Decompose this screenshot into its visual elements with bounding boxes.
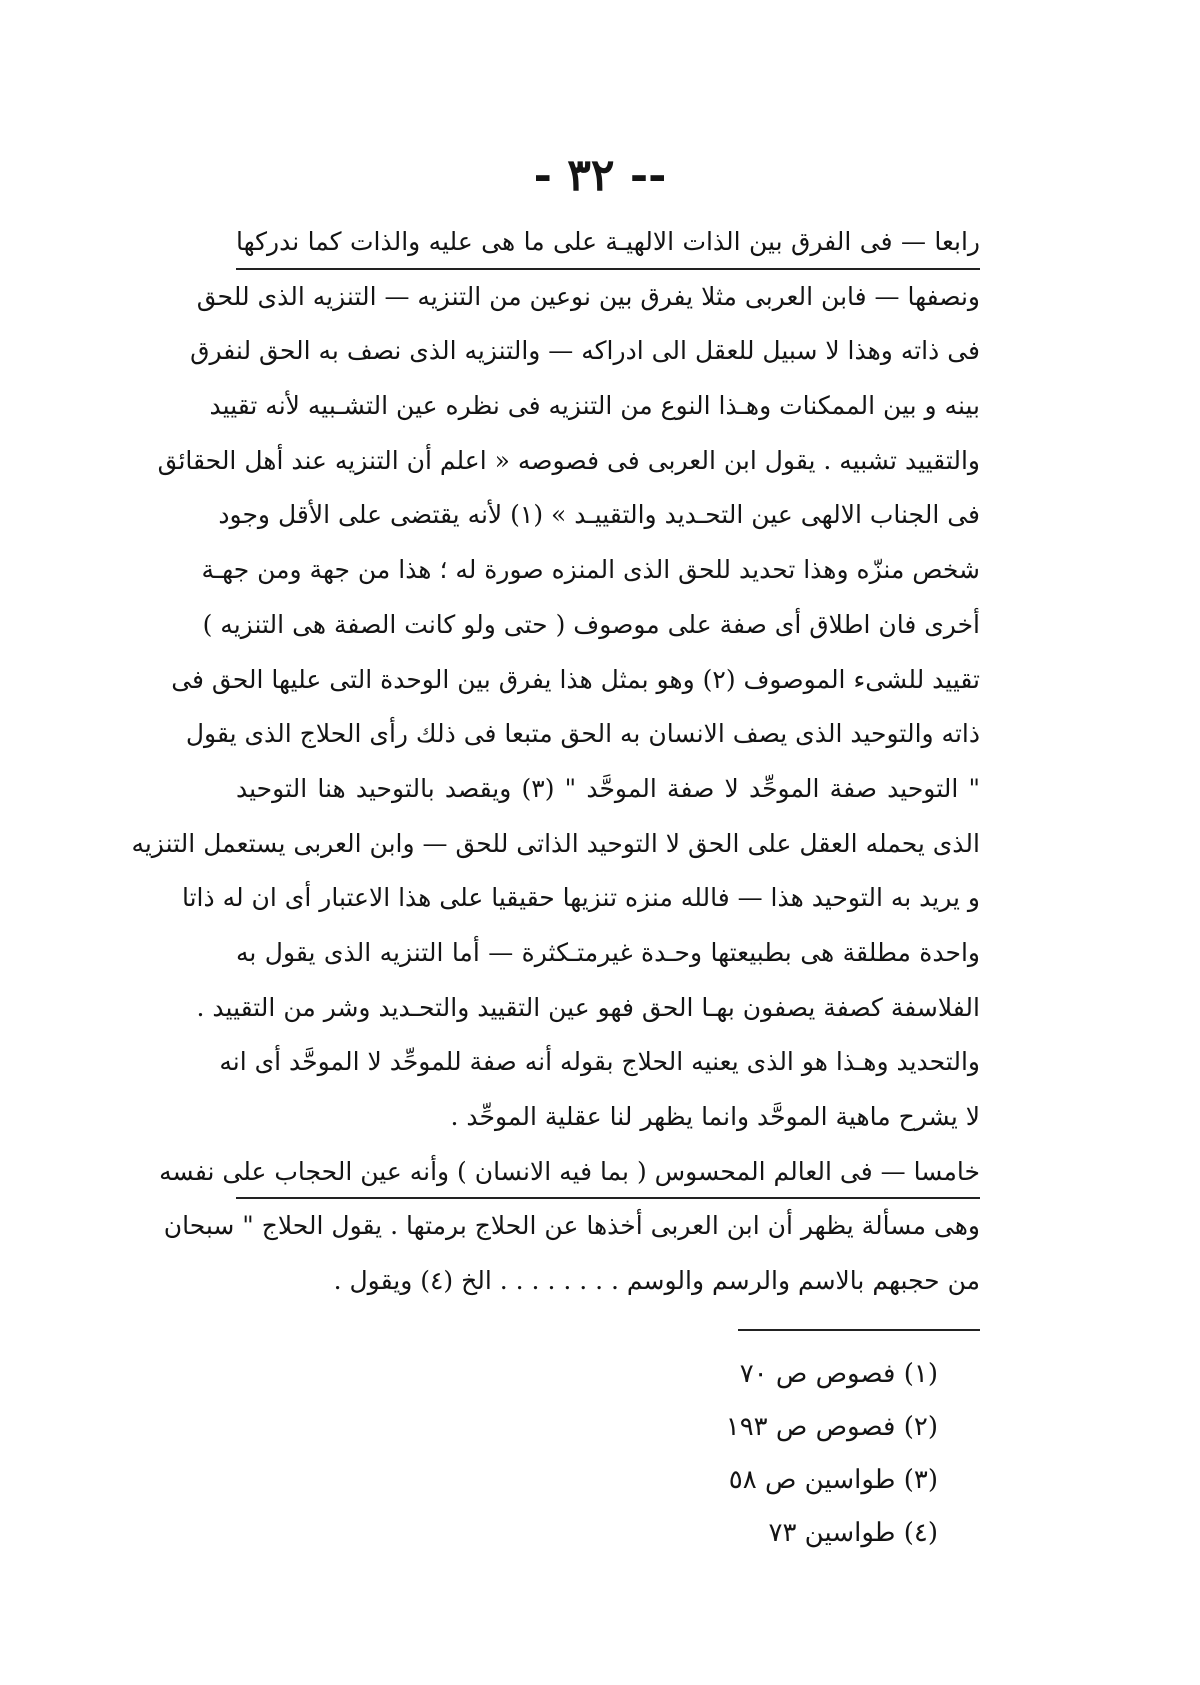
- footnotes: [726, 1348, 938, 1560]
- text-line: شخص منزّه وهذا تحديد للحق الذى المنزه صورة له ؛ هذا من جهة ومن جهـة: [201, 555, 980, 585]
- text-line: " التوحيد صفة الموحِّد لا صفة الموحَّد " (٣) ويقصد بالتوحيد هنا التوحيد: [236, 773, 980, 803]
- section-heading-line: رابعا — فى الفرق بين الذات الالهيـة على ما هى عليه والذات كما ندركها: [236, 215, 980, 270]
- text-line: والتقييد تشبيه . يقول ابن العربى فى فصوصه « اعلم أن التنزيه عند أهل الحقائق: [157, 445, 980, 475]
- footnote: (١) فصوص ص ٧٠: [739, 1359, 938, 1389]
- text-line: و يريد به التوحيد هذا — فالله منزه تنزيها حقيقيا على هذا الاعتبار أى ان له ذاتا: [181, 883, 980, 913]
- text-line: الفلاسفة كصفة يصفون بهـا الحق فهو عين التقييد والتحـديد وشر من التقييد .: [196, 992, 980, 1022]
- text-line: تقييد للشىء الموصوف (٢) وهو بمثل هذا يفرق بين الوحدة التى عليها الحق فى: [171, 664, 980, 694]
- footnote: (٢) فصوص ص ١٩٣: [725, 1412, 938, 1442]
- text-line: وهى مسألة يظهر أن ابن العربى أخذها عن الحلاج برمتها . يقول الحلاج " سبحان: [163, 1211, 980, 1241]
- text-line: أخرى فان اطلاق أى صفة على موصوف ( حتى ولو كانت الصفة هى التنزيه ): [202, 609, 980, 639]
- text-line: والتحديد وهـذا هو الذى يعنيه الحلاج بقوله أنه صفة للموحِّد لا الموحَّد أى انه: [219, 1047, 980, 1077]
- page-number: -- ٣٢ -: [533, 150, 667, 201]
- text-line: من حجبهم بالاسم والرسم والوسم . . . . . . . . الخ (٤) ويقول .: [333, 1266, 980, 1296]
- footnote: (٤) طواسين ٧٣: [768, 1518, 938, 1548]
- text-line: ذاته والتوحيد الذى يصف الانسان به الحق متبعا فى ذلك رأى الحلاج الذى يقول: [185, 719, 980, 749]
- text-line: واحدة مطلقة هى بطبيعتها وحـدة غيرمتـكثرة — أما التنزيه الذى يقول به: [236, 937, 980, 967]
- text-line: فى الجناب الالهى عين التحـديد والتقييـد » (١) لأنه يقتضى على الأقل وجود: [218, 500, 980, 530]
- text-line: فى ذاته وهذا لا سبيل للعقل الى ادراكه — والتنزيه الذى نصف به الحق لنفرق: [190, 336, 980, 366]
- footnote-separator: [738, 1329, 980, 1331]
- footnote: (٣) طواسين ص ٥٨: [728, 1465, 938, 1495]
- text-line: لا يشرح ماهية الموحَّد وانما يظهر لنا عقلية الموحِّد .: [450, 1102, 980, 1131]
- section-heading-line: خامسا — فى العالم المحسوس ( بما فيه الانسان ) وأنه عين الحجاب على نفسه: [236, 1145, 980, 1200]
- text-line: الذى يحمله العقل على الحق لا التوحيد الذاتى للحق — وابن العربى يستعمل التنزيه: [131, 828, 980, 858]
- text-line: ونصفها — فابن العربى مثلا يفرق بين نوعين من التنزيه — التنزيه الذى للحق: [196, 281, 980, 311]
- text-line: بينه و بين الممكنات وهـذا النوع من التنزيه فى نظره عين التشـبيه لأنه تقييد: [209, 391, 980, 421]
- body-text: [131, 215, 980, 1309]
